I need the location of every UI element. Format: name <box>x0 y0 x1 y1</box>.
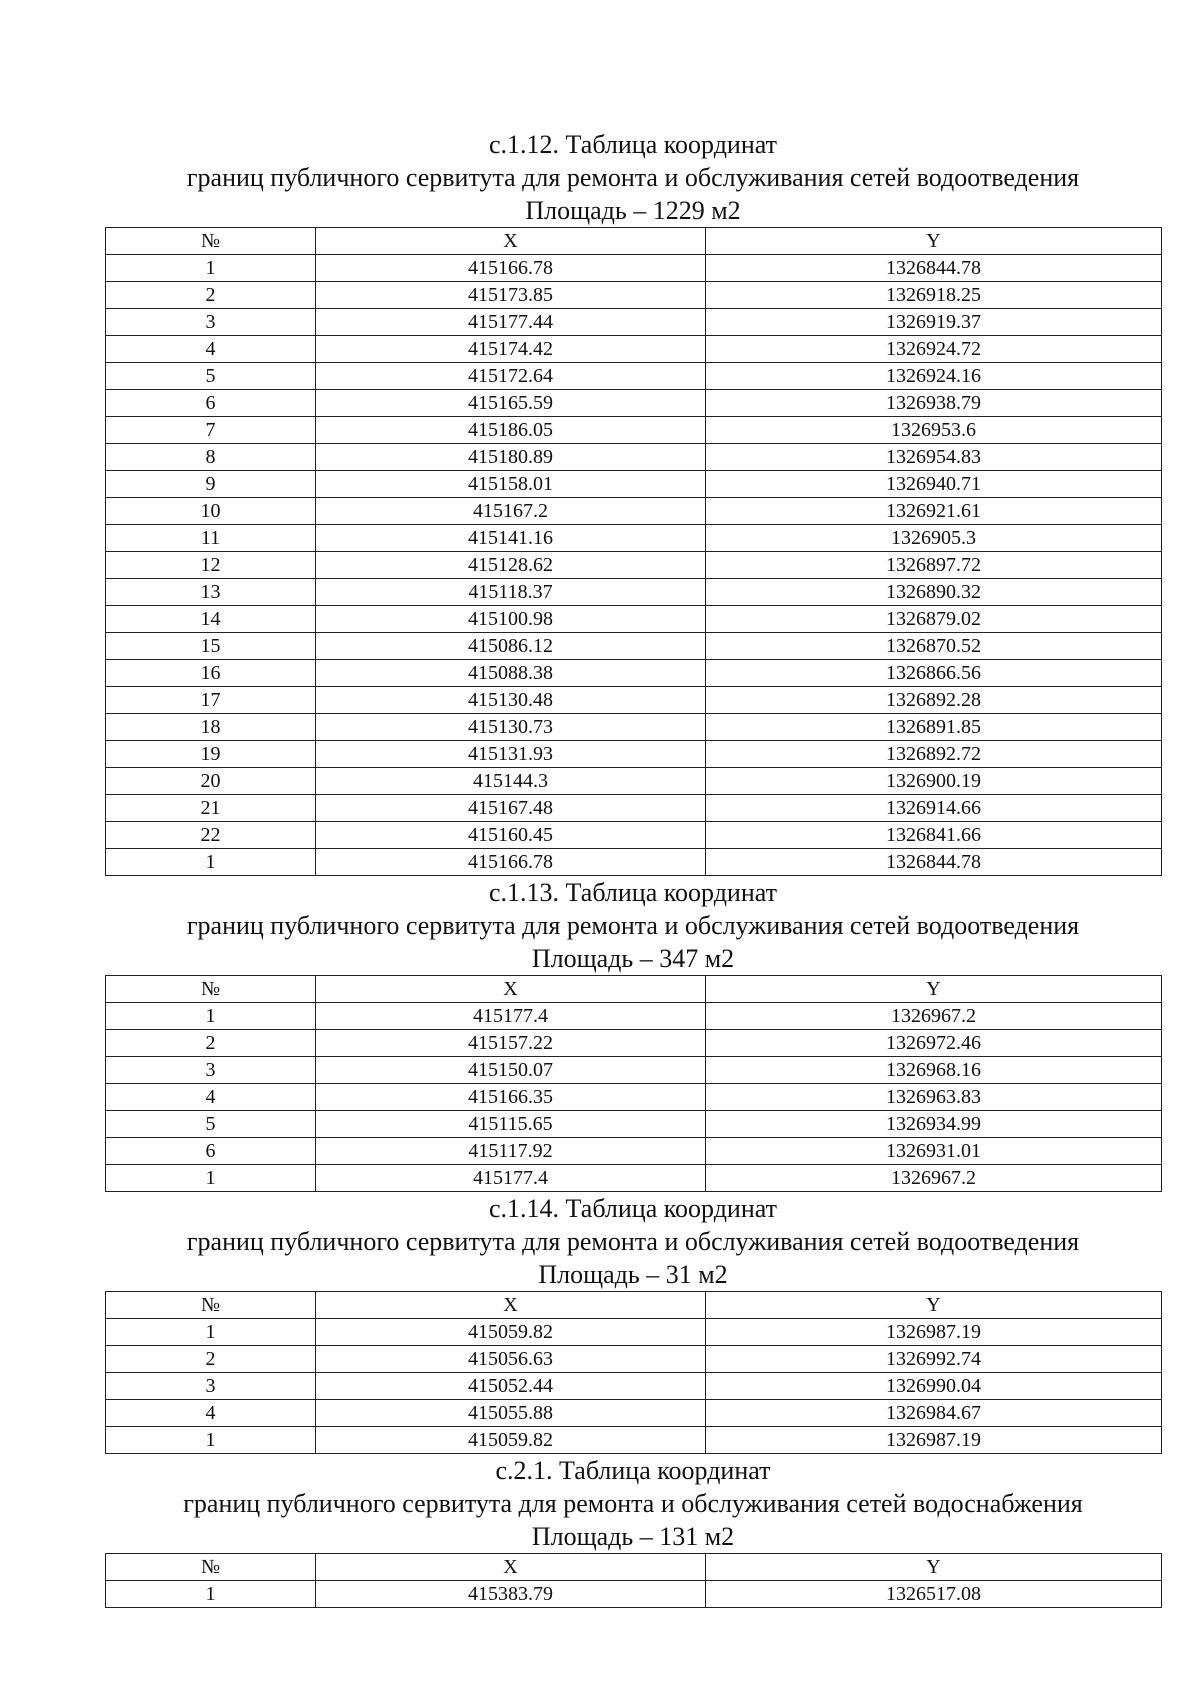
x-coordinate-cell: 415100.98 <box>316 606 706 633</box>
table-row <box>106 687 1162 714</box>
table-row <box>106 1138 1162 1165</box>
x-coordinate-cell: 415118.37 <box>316 579 706 606</box>
section-title: с.1.14. Таблица координат <box>489 1194 777 1223</box>
x-coordinate-cell: 415172.64 <box>316 363 706 390</box>
x-coordinate-cell: 415131.93 <box>316 741 706 768</box>
table-row <box>106 1581 1162 1608</box>
point-number-cell: 15 <box>106 633 316 660</box>
x-coordinate-cell: 415167.2 <box>316 498 706 525</box>
y-coordinate-cell: 1326879.02 <box>706 606 1162 633</box>
section-area: Площадь – 1229 м2 <box>525 196 741 225</box>
table-header-row <box>106 1292 1162 1319</box>
x-coordinate-cell: 415186.05 <box>316 417 706 444</box>
coordinate-section <box>105 876 1161 1192</box>
x-coordinate-cell: 415150.07 <box>316 1057 706 1084</box>
x-coordinate-cell: 415157.22 <box>316 1030 706 1057</box>
table-row <box>106 1111 1162 1138</box>
table-row <box>106 768 1162 795</box>
point-number-cell: 13 <box>106 579 316 606</box>
y-coordinate-cell: 1326892.28 <box>706 687 1162 714</box>
table-row <box>106 444 1162 471</box>
table-row <box>106 795 1162 822</box>
point-number-cell: 16 <box>106 660 316 687</box>
y-coordinate-cell: 1326984.67 <box>706 1400 1162 1427</box>
table-row <box>106 849 1162 876</box>
x-coordinate-cell: 415158.01 <box>316 471 706 498</box>
x-coordinate-cell: 415167.48 <box>316 795 706 822</box>
y-coordinate-cell: 1326844.78 <box>706 255 1162 282</box>
x-coordinate-cell: 415165.59 <box>316 390 706 417</box>
x-coordinate-cell: 415177.4 <box>316 1003 706 1030</box>
x-coordinate-cell: 415180.89 <box>316 444 706 471</box>
y-coordinate-cell: 1326924.16 <box>706 363 1162 390</box>
y-coordinate-cell: 1326987.19 <box>706 1427 1162 1454</box>
coordinate-section <box>105 1192 1161 1454</box>
point-number-cell: 1 <box>106 255 316 282</box>
header-number: № <box>106 976 316 1003</box>
y-coordinate-cell: 1326938.79 <box>706 390 1162 417</box>
point-number-cell: 9 <box>106 471 316 498</box>
point-number-cell: 4 <box>106 1084 316 1111</box>
coordinate-section <box>105 128 1161 876</box>
y-coordinate-cell: 1326967.2 <box>706 1003 1162 1030</box>
y-coordinate-cell: 1326841.66 <box>706 822 1162 849</box>
y-coordinate-cell: 1326517.08 <box>706 1581 1162 1608</box>
table-row <box>106 309 1162 336</box>
header-x: X <box>316 976 706 1003</box>
section-subtitle: границ публичного сервитута для ремонта и обслуживания сетей водоснабжения <box>183 1489 1083 1518</box>
table-row <box>106 282 1162 309</box>
table-row <box>106 363 1162 390</box>
point-number-cell: 3 <box>106 309 316 336</box>
table-row <box>106 1346 1162 1373</box>
point-number-cell: 11 <box>106 525 316 552</box>
section-area: Площадь – 131 м2 <box>531 1522 735 1551</box>
section-title: с.1.13. Таблица координат <box>489 878 777 907</box>
table-row <box>106 741 1162 768</box>
x-coordinate-cell: 415177.4 <box>316 1165 706 1192</box>
point-number-cell: 1 <box>106 1581 316 1608</box>
x-coordinate-cell: 415166.78 <box>316 255 706 282</box>
point-number-cell: 22 <box>106 822 316 849</box>
section-title: с.1.12. Таблица координат <box>489 130 777 159</box>
x-coordinate-cell: 415144.3 <box>316 768 706 795</box>
y-coordinate-cell: 1326990.04 <box>706 1373 1162 1400</box>
point-number-cell: 17 <box>106 687 316 714</box>
y-coordinate-cell: 1326914.66 <box>706 795 1162 822</box>
point-number-cell: 18 <box>106 714 316 741</box>
point-number-cell: 7 <box>106 417 316 444</box>
point-number-cell: 2 <box>106 1346 316 1373</box>
table-body <box>106 1581 1162 1608</box>
table-row <box>106 1373 1162 1400</box>
y-coordinate-cell: 1326892.72 <box>706 741 1162 768</box>
header-y: Y <box>706 1554 1162 1581</box>
point-number-cell: 6 <box>106 390 316 417</box>
y-coordinate-cell: 1326919.37 <box>706 309 1162 336</box>
x-coordinate-cell: 415130.48 <box>316 687 706 714</box>
table-row <box>106 417 1162 444</box>
y-coordinate-cell: 1326918.25 <box>706 282 1162 309</box>
point-number-cell: 12 <box>106 552 316 579</box>
point-number-cell: 6 <box>106 1138 316 1165</box>
table-body <box>106 255 1162 876</box>
section-area: Площадь – 347 м2 <box>531 944 735 973</box>
header-y: Y <box>706 1292 1162 1319</box>
table-header-row <box>106 228 1162 255</box>
table-header-row <box>106 976 1162 1003</box>
x-coordinate-cell: 415088.38 <box>316 660 706 687</box>
header-x: X <box>316 1292 706 1319</box>
point-number-cell: 5 <box>106 363 316 390</box>
table-row <box>106 498 1162 525</box>
point-number-cell: 8 <box>106 444 316 471</box>
table-row <box>106 1003 1162 1030</box>
point-number-cell: 1 <box>106 1003 316 1030</box>
x-coordinate-cell: 415141.16 <box>316 525 706 552</box>
y-coordinate-cell: 1326844.78 <box>706 849 1162 876</box>
coordinate-section <box>105 1454 1161 1608</box>
table-row <box>106 552 1162 579</box>
table-row <box>106 336 1162 363</box>
table-row <box>106 471 1162 498</box>
coordinates-table <box>105 975 1162 1192</box>
point-number-cell: 10 <box>106 498 316 525</box>
coordinates-table <box>105 227 1162 876</box>
x-coordinate-cell: 415166.35 <box>316 1084 706 1111</box>
x-coordinate-cell: 415059.82 <box>316 1427 706 1454</box>
table-header-row <box>106 1554 1162 1581</box>
section-title: с.2.1. Таблица координат <box>495 1456 771 1485</box>
y-coordinate-cell: 1326934.99 <box>706 1111 1162 1138</box>
section-area: Площадь – 31 м2 <box>538 1260 728 1289</box>
point-number-cell: 14 <box>106 606 316 633</box>
table-body <box>106 1003 1162 1192</box>
coordinates-table <box>105 1291 1162 1454</box>
table-row <box>106 660 1162 687</box>
point-number-cell: 5 <box>106 1111 316 1138</box>
point-number-cell: 2 <box>106 282 316 309</box>
x-coordinate-cell: 415115.65 <box>316 1111 706 1138</box>
point-number-cell: 21 <box>106 795 316 822</box>
header-number: № <box>106 1292 316 1319</box>
x-coordinate-cell: 415056.63 <box>316 1346 706 1373</box>
y-coordinate-cell: 1326905.3 <box>706 525 1162 552</box>
table-row <box>106 822 1162 849</box>
y-coordinate-cell: 1326954.83 <box>706 444 1162 471</box>
y-coordinate-cell: 1326967.2 <box>706 1165 1162 1192</box>
table-row <box>106 606 1162 633</box>
point-number-cell: 2 <box>106 1030 316 1057</box>
section-subtitle: границ публичного сервитута для ремонта и обслуживания сетей водоотведения <box>186 911 1080 940</box>
table-row <box>106 1427 1162 1454</box>
point-number-cell: 1 <box>106 1165 316 1192</box>
header-number: № <box>106 228 316 255</box>
y-coordinate-cell: 1326987.19 <box>706 1319 1162 1346</box>
x-coordinate-cell: 415052.44 <box>316 1373 706 1400</box>
y-coordinate-cell: 1326891.85 <box>706 714 1162 741</box>
header-number: № <box>106 1554 316 1581</box>
table-row <box>106 1030 1162 1057</box>
table-body <box>106 1319 1162 1454</box>
point-number-cell: 4 <box>106 1400 316 1427</box>
y-coordinate-cell: 1326992.74 <box>706 1346 1162 1373</box>
y-coordinate-cell: 1326890.32 <box>706 579 1162 606</box>
header-x: X <box>316 228 706 255</box>
x-coordinate-cell: 415173.85 <box>316 282 706 309</box>
table-row <box>106 579 1162 606</box>
point-number-cell: 3 <box>106 1373 316 1400</box>
y-coordinate-cell: 1326953.6 <box>706 417 1162 444</box>
x-coordinate-cell: 415055.88 <box>316 1400 706 1427</box>
x-coordinate-cell: 415166.78 <box>316 849 706 876</box>
table-row <box>106 1400 1162 1427</box>
point-number-cell: 3 <box>106 1057 316 1084</box>
table-row <box>106 1057 1162 1084</box>
y-coordinate-cell: 1326968.16 <box>706 1057 1162 1084</box>
point-number-cell: 20 <box>106 768 316 795</box>
section-subtitle: границ публичного сервитута для ремонта и обслуживания сетей водоотведения <box>186 1227 1080 1256</box>
table-row <box>106 1319 1162 1346</box>
y-coordinate-cell: 1326921.61 <box>706 498 1162 525</box>
x-coordinate-cell: 415117.92 <box>316 1138 706 1165</box>
section-subtitle: границ публичного сервитута для ремонта и обслуживания сетей водоотведения <box>186 163 1080 192</box>
table-row <box>106 1165 1162 1192</box>
table-row <box>106 525 1162 552</box>
y-coordinate-cell: 1326900.19 <box>706 768 1162 795</box>
table-row <box>106 390 1162 417</box>
y-coordinate-cell: 1326940.71 <box>706 471 1162 498</box>
table-row <box>106 1084 1162 1111</box>
table-row <box>106 255 1162 282</box>
y-coordinate-cell: 1326924.72 <box>706 336 1162 363</box>
x-coordinate-cell: 415130.73 <box>316 714 706 741</box>
x-coordinate-cell: 415383.79 <box>316 1581 706 1608</box>
point-number-cell: 19 <box>106 741 316 768</box>
point-number-cell: 1 <box>106 1319 316 1346</box>
header-y: Y <box>706 976 1162 1003</box>
table-row <box>106 714 1162 741</box>
y-coordinate-cell: 1326870.52 <box>706 633 1162 660</box>
header-y: Y <box>706 228 1162 255</box>
y-coordinate-cell: 1326866.56 <box>706 660 1162 687</box>
x-coordinate-cell: 415086.12 <box>316 633 706 660</box>
y-coordinate-cell: 1326972.46 <box>706 1030 1162 1057</box>
coordinates-table <box>105 1553 1162 1608</box>
y-coordinate-cell: 1326931.01 <box>706 1138 1162 1165</box>
y-coordinate-cell: 1326897.72 <box>706 552 1162 579</box>
y-coordinate-cell: 1326963.83 <box>706 1084 1162 1111</box>
point-number-cell: 1 <box>106 849 316 876</box>
point-number-cell: 1 <box>106 1427 316 1454</box>
x-coordinate-cell: 415128.62 <box>316 552 706 579</box>
table-row <box>106 633 1162 660</box>
header-x: X <box>316 1554 706 1581</box>
x-coordinate-cell: 415174.42 <box>316 336 706 363</box>
x-coordinate-cell: 415177.44 <box>316 309 706 336</box>
document-page <box>105 128 1161 1608</box>
point-number-cell: 4 <box>106 336 316 363</box>
x-coordinate-cell: 415059.82 <box>316 1319 706 1346</box>
x-coordinate-cell: 415160.45 <box>316 822 706 849</box>
